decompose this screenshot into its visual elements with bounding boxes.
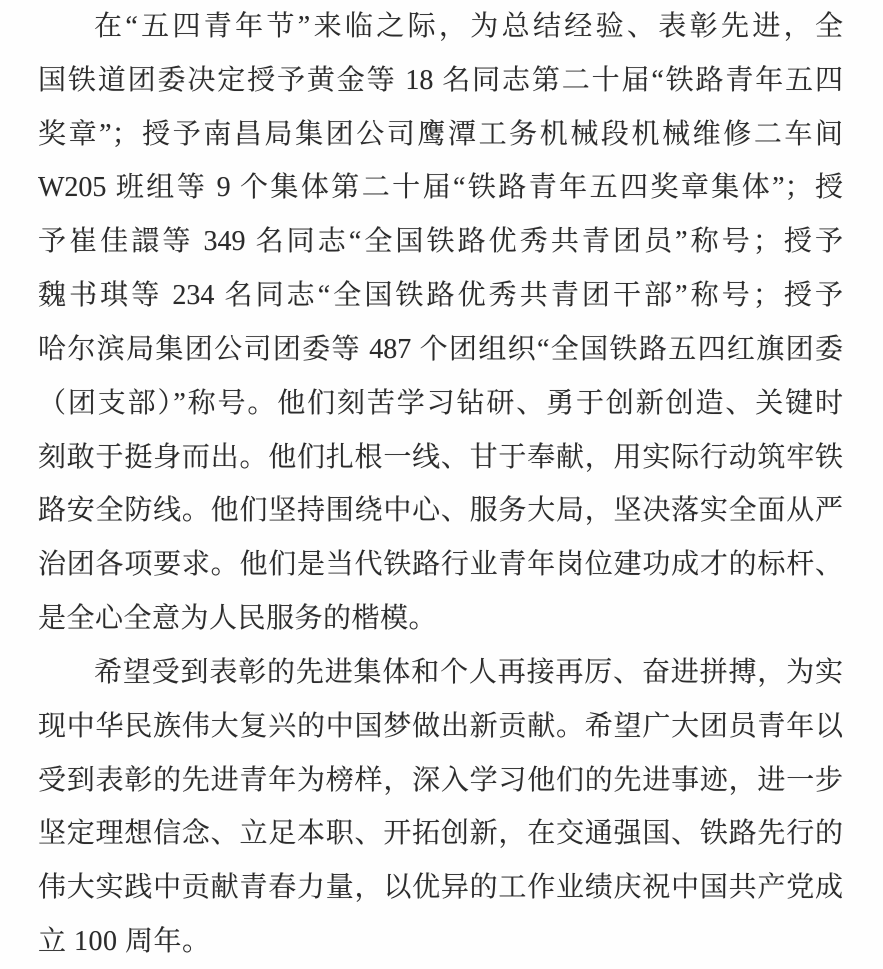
text-line: 坚定理想信念、立足本职、开拓创新，在交通强国、铁路先行的 <box>38 818 843 850</box>
text-line: 治团各项要求。他们是当代铁路行业青年岗位建功成才的标杆、 <box>38 549 843 581</box>
paragraph-awards <box>38 0 843 646</box>
text-line: 魏书琪等 234 名同志“全国铁路优秀共青团干部”称号；授予 <box>38 280 843 312</box>
text-line: 予崔佳譞等 349 名同志“全国铁路优秀共青团员”称号；授予 <box>38 226 843 258</box>
text-line: 是全心全意为人民服务的楷模。 <box>38 603 438 635</box>
text-line: W205 班组等 9 个集体第二十届“铁路青年五四奖章集体”；授 <box>38 172 843 204</box>
text-line: 希望受到表彰的先进集体和个人再接再厉、奋进拼搏，为实 <box>94 656 843 688</box>
text-line: 伟大实践中贡献青春力量，以优异的工作业绩庆祝中国共产党成 <box>38 872 843 904</box>
text-line: 立 100 周年。 <box>38 926 211 958</box>
text-line: 路安全防线。他们坚持围绕中心、服务大局，坚决落实全面从严 <box>38 495 843 527</box>
text-line: （团支部）”称号。他们刻苦学习钻研、勇于创新创造、关键时 <box>38 387 843 419</box>
text-line: 刻敢于挺身而出。他们扎根一线、甘于奉献，用实际行动筑牢铁 <box>38 441 843 473</box>
text-line: 现中华民族伟大复兴的中国梦做出新贡献。希望广大团员青年以 <box>38 710 843 742</box>
text-line: 受到表彰的先进青年为榜样，深入学习他们的先进事迹，进一步 <box>38 764 843 796</box>
paragraph-hopes <box>38 646 843 969</box>
text-line: 在“五四青年节”来临之际，为总结经验、表彰先进，全 <box>94 11 843 42</box>
text-line: 奖章”；授予南昌局集团公司鹰潭工务机械段机械维修二车间 <box>38 118 843 150</box>
text-line: 国铁道团委决定授予黄金等 18 名同志第二十届“铁路青年五四 <box>38 64 843 96</box>
text-line: 哈尔滨局集团公司团委等 487 个团组织“全国铁路五四红旗团委 <box>38 333 843 365</box>
